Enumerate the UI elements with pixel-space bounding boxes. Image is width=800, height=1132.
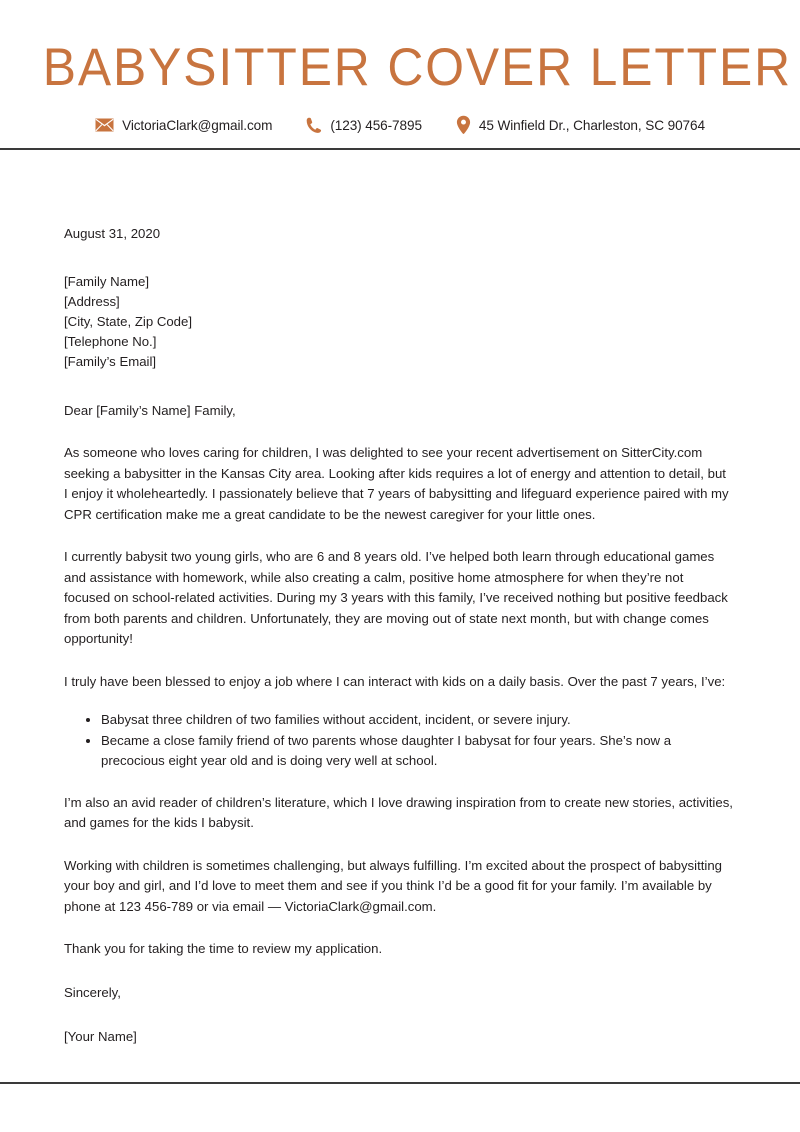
recipient-line: [Telephone No.] bbox=[64, 334, 157, 349]
recipient-line: [Family’s Email] bbox=[64, 354, 157, 369]
list-item-label: Became a close family friend of two parents whose daughter I babysat for four years. She’s now a precocious eight year old and is doing very well at school. bbox=[101, 732, 672, 768]
letter-header bbox=[0, 0, 800, 150]
salutation: Dear [Family’s Name] Family, bbox=[64, 403, 236, 418]
recipient-block bbox=[64, 272, 733, 372]
letter-body bbox=[0, 224, 800, 1048]
page-title: BABYSITTER COVER LETTER bbox=[42, 38, 792, 97]
contact-address-text: 45 Winfield Dr., Charleston, SC 90764 bbox=[478, 117, 705, 133]
contact-email-text: VictoriaClark@gmail.com bbox=[122, 117, 273, 133]
phone-icon bbox=[306, 117, 322, 134]
recipient-line: [Address] bbox=[64, 294, 120, 309]
closing-line: Thank you for taking the time to review my application. bbox=[64, 941, 383, 956]
body-paragraph: I currently babysit two young girls, who are 6 and 8 years old. I’ve helped both learn through educational games and assistance with homework, while also creating a calm, positive home atmosphere for when they’re not focused on school-related activities. During my 3 years with this family, I’ve received nothing but positive feedback from both parents and children. Unfortunately, they are moving out of state next month, but with change comes opportunity! bbox=[64, 549, 728, 646]
list-item-label: Babysat three children of two families without accident, incident, or severe injury. bbox=[101, 712, 571, 727]
header-divider bbox=[0, 148, 800, 150]
recipient-line: [City, State, Zip Code] bbox=[64, 314, 193, 329]
bullet-dot-icon bbox=[86, 739, 90, 743]
list-item bbox=[64, 710, 733, 731]
achievements-list bbox=[64, 710, 733, 772]
body-paragraph: Working with children is sometimes challenging, but always fulfilling. I’m excited about the prospect of babysitting your boy and girl, and I’d love to meet them and see if you think I’d be a good fit for your family. I’m available by phone at 123 456-789 or via email — VictoriaClark@gmail.com. bbox=[64, 857, 722, 914]
contact-bar bbox=[0, 115, 800, 135]
bullet-dot-icon bbox=[86, 718, 90, 722]
contact-phone[interactable] bbox=[306, 117, 422, 134]
body-paragraph: As someone who loves caring for children, I was delighted to see your recent advertisement on SitterCity.com seeking a babysitter in the Kansas City area. Looking after kids requires a lot of energy and attention to detail, but I enjoy it wholeheartedly. I passionately believe that 7 years of babysitting and lifeguard experience paired with my CPR certification make me a great candidate to be the newest caregiver for your little ones. bbox=[64, 445, 729, 522]
list-item bbox=[64, 731, 733, 772]
body-paragraph: I truly have been blessed to enjoy a job where I can interact with kids on a daily basis. Over the past 7 years, I’ve: bbox=[64, 673, 726, 689]
contact-email[interactable] bbox=[95, 118, 272, 133]
body-paragraph: I’m also an avid reader of children’s literature, which I love drawing inspiration from to create new stories, activities, and games for the kids I babysit. bbox=[64, 794, 733, 830]
contact-address[interactable] bbox=[456, 115, 705, 135]
recipient-line: [Family Name] bbox=[64, 274, 149, 289]
footer-divider bbox=[0, 1082, 800, 1084]
signature-name: [Your Name] bbox=[64, 1029, 137, 1044]
map-pin-icon bbox=[456, 115, 471, 135]
signoff: Sincerely, bbox=[64, 984, 121, 1000]
envelope-icon bbox=[95, 118, 114, 132]
contact-phone-text: (123) 456-7895 bbox=[330, 117, 422, 133]
letter-date: August 31, 2020 bbox=[64, 226, 161, 241]
